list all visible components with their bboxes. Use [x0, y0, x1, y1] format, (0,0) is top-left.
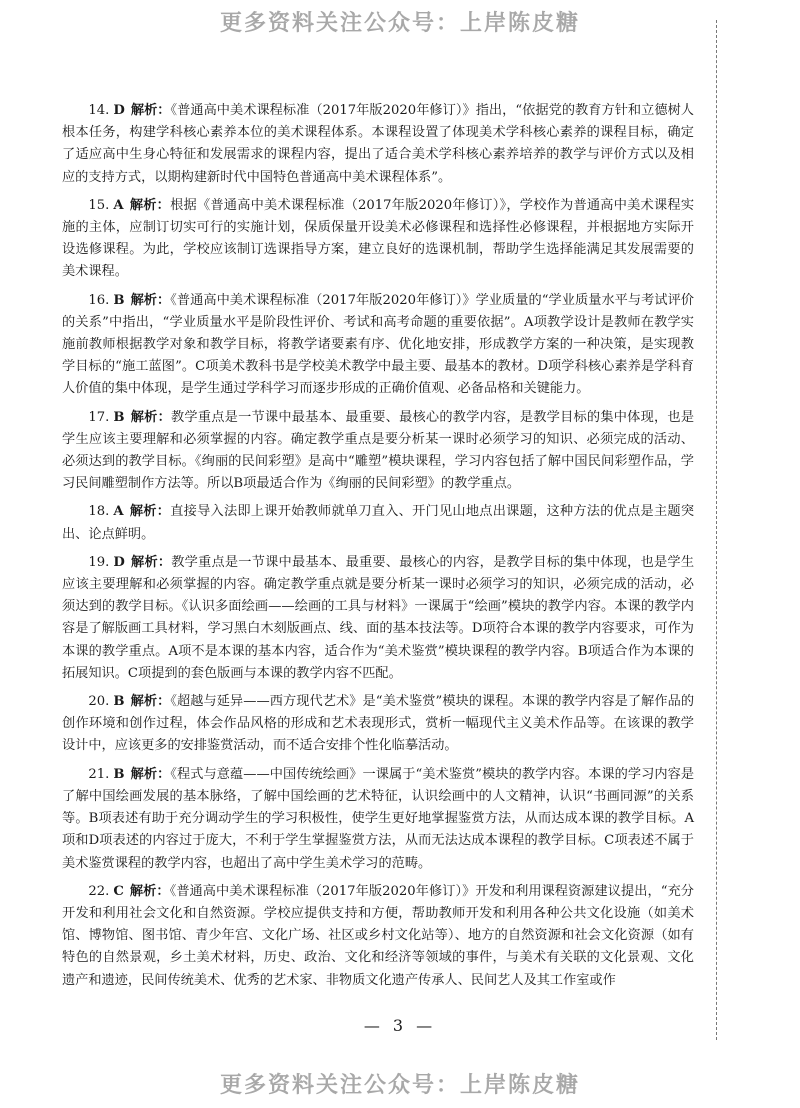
answer-label: 解析：	[130, 409, 172, 425]
answer-num: 19.	[88, 554, 110, 570]
answer-choice: D	[113, 554, 125, 570]
answer-choice: B	[113, 409, 125, 425]
answer-item	[62, 764, 694, 875]
answer-label: 解析：	[130, 766, 171, 782]
answer-list	[62, 100, 694, 998]
answer-text: 《程式与意蕴——中国传统绘画》一课属于“美术鉴赏”模块的教学内容。本课的学习内容是了解中国绘画发展的基本脉络，了解中国绘画的艺术特征，认识绘画中的人文精神，认识“书画同源”的关系等。B项表述有助于充分调动学生的学习积极性，使学生更好地掌握鉴赏方法，从而达成本课的教学目标。A项和D项表述的内容过于庞大，不利于学生掌握鉴赏方法，从而无法达成本课程的教学目标。C项表述不属于美术鉴赏课程的教学内容，也超出了高中学生美术学习的范畴。	[62, 766, 695, 871]
answer-item	[62, 100, 694, 189]
answer-label: 解析：	[130, 694, 171, 710]
answer-item	[62, 195, 694, 284]
answer-text: 《普通高中美术课程标准（2017年版2020年修订）》学业质量的“学业质量水平与考试评价的关系”中指出，“学业质量水平是阶段性评价、考试和高考命题的重要依据”。A项教学设计是教师在教学实施前教师根据教学对象和教学目标，将教学诸要素有序、优化地安排，形成教学方案的一种决策，是实现教学目标的“施工蓝图”。C项美术教科书是学校美术教学中最主要、最基本的教材。D项学科核心素养是学科育人价值的集中体现，是学生通过学科学习而逐步形成的正确价值观、必备品格和关键能力。	[62, 292, 694, 397]
answer-item	[62, 407, 694, 496]
scan-edge-line	[716, 20, 717, 1040]
watermark-bottom: 更多资料关注公众号：上岸陈皮糖	[219, 1073, 580, 1098]
answer-num: 17.	[88, 409, 110, 425]
answer-text: 《超越与延异——西方现代艺术》是“美术鉴赏”模块的课程。本课的教学内容是了解作品的创作环境和创作过程，体会作品风格的形成和艺术表现形式，赏析一幅现代主义美术作品等。在该课的教学设计中，应该更多的安排鉴赏活动，而不适合安排个性化临摹活动。	[62, 694, 695, 754]
page-number: — 3 —	[363, 1016, 437, 1035]
answer-item	[62, 290, 694, 401]
answer-choice: B	[113, 694, 125, 710]
answer-label: 解析：	[129, 883, 170, 899]
answer-num: 22.	[88, 883, 110, 899]
answer-text: 《普通高中美术课程标准（2017年版2020年修订）》开发和利用课程资源建议提出，“充分开发和利用社会文化和自然资源。学校应提供支持和方便，帮助教师开发和利用各种公共文化设施（如美术馆、博物馆、图书馆、青少年宫、文化广场、社区或乡村文化站等）、地方的自然资源和社会文化资源（如有特色的自然景观，乡土美术材料，历史、政治、文化和经济等领域的事件，与美术有关联的文化景观、文化遗产和遗迹，民间传统美术、优秀的艺术家、非物质文化遗产传承人、民间艺人及其工作室或作	[62, 883, 694, 988]
answer-choice: A	[113, 197, 124, 213]
answer-num: 14.	[88, 103, 110, 118]
watermark-top: 更多资料关注公众号：上岸陈皮糖	[219, 11, 580, 36]
answer-label: 解析：	[129, 504, 171, 520]
answer-item	[62, 691, 694, 758]
answer-label: 解析：	[130, 292, 171, 308]
answer-choice: C	[113, 883, 124, 899]
answer-choice: D	[113, 103, 125, 118]
answer-label: 解析：	[130, 554, 172, 570]
answer-choice: B	[113, 292, 125, 308]
answer-text: 《普通高中美术课程标准（2017年版2020年修订）》指出，“依据党的教育方针和立德树人根本任务，构建学科核心素养本位的美术课程体系。本课程设置了体现美术学科核心素养的课程目标，确定了适应高中生身心特征和发展需求的课程内容，提出了适合美术学科核心素养培养的教学与评价方式以及相应的支持方式，以期构建新时代中国特色普通高中美术课程体系”。	[62, 103, 694, 185]
answer-num: 21.	[88, 766, 110, 782]
answer-item	[62, 881, 694, 992]
answer-choice: A	[113, 504, 124, 520]
answer-choice: B	[113, 766, 125, 782]
answer-text: 直接导入法即上课开始教师就单刀直入、开门见山地点出课题，这种方法的优点是主题突出、论点鲜明。	[62, 504, 695, 542]
answer-label: 解析：	[129, 197, 171, 213]
answer-num: 15.	[88, 197, 110, 213]
answer-label: 解析：	[130, 103, 171, 118]
answer-item	[62, 552, 694, 685]
answer-item	[62, 501, 694, 545]
answer-num: 18.	[88, 504, 110, 520]
answer-text: 教学重点是一节课中最基本、最重要、最核心的内容，是教学目标的集中体现，也是学生应该主要理解和必须掌握的内容。确定教学重点就是要分析某一课时必须学习的知识，必须完成的活动，必须达到的教学目标。《认识多面绘画——绘画的工具与材料》一课属于“绘画”模块的教学内容。本课的教学内容是了解版画工具材料，学习黑白木刻版画点、线、面的基本技法等。D项符合本课的教学内容要求，可作为本课的教学重点。A项不是本课的基本内容，适合作为“美术鉴赏”模块课程的教学内容。B项适合作为本课的拓展知识。C项提到的套色版画与本课的教学内容不匹配。	[62, 554, 695, 681]
answer-num: 16.	[88, 292, 110, 308]
answer-text: 根据《普通高中美术课程标准（2017年版2020年修订）》，学校作为普通高中美术课程实施的主体，应制订切实可行的实施计划，保质保量开设美术必修课程和选择性必修课程，并根据地方实际开设选修课程。为此，学校应该制订选课指导方案，建立良好的选课机制，帮助学生选择能满足其发展需要的美术课程。	[62, 197, 695, 280]
answer-text: 教学重点是一节课中最基本、最重要、最核心的教学内容，是教学目标的集中体现，也是学生应该主要理解和必须掌握的内容。确定教学重点是要分析某一课时必须学习的知识、必须完成的活动、必须达到的教学目标。《绚丽的民间彩塑》是高中“雕塑”模块课程，学习内容包括了解中国民间彩塑作品，学习民间雕塑制作方法等。所以B项最适合作为《绚丽的民间彩塑》的教学重点。	[62, 409, 695, 492]
answer-num: 20.	[88, 694, 110, 710]
